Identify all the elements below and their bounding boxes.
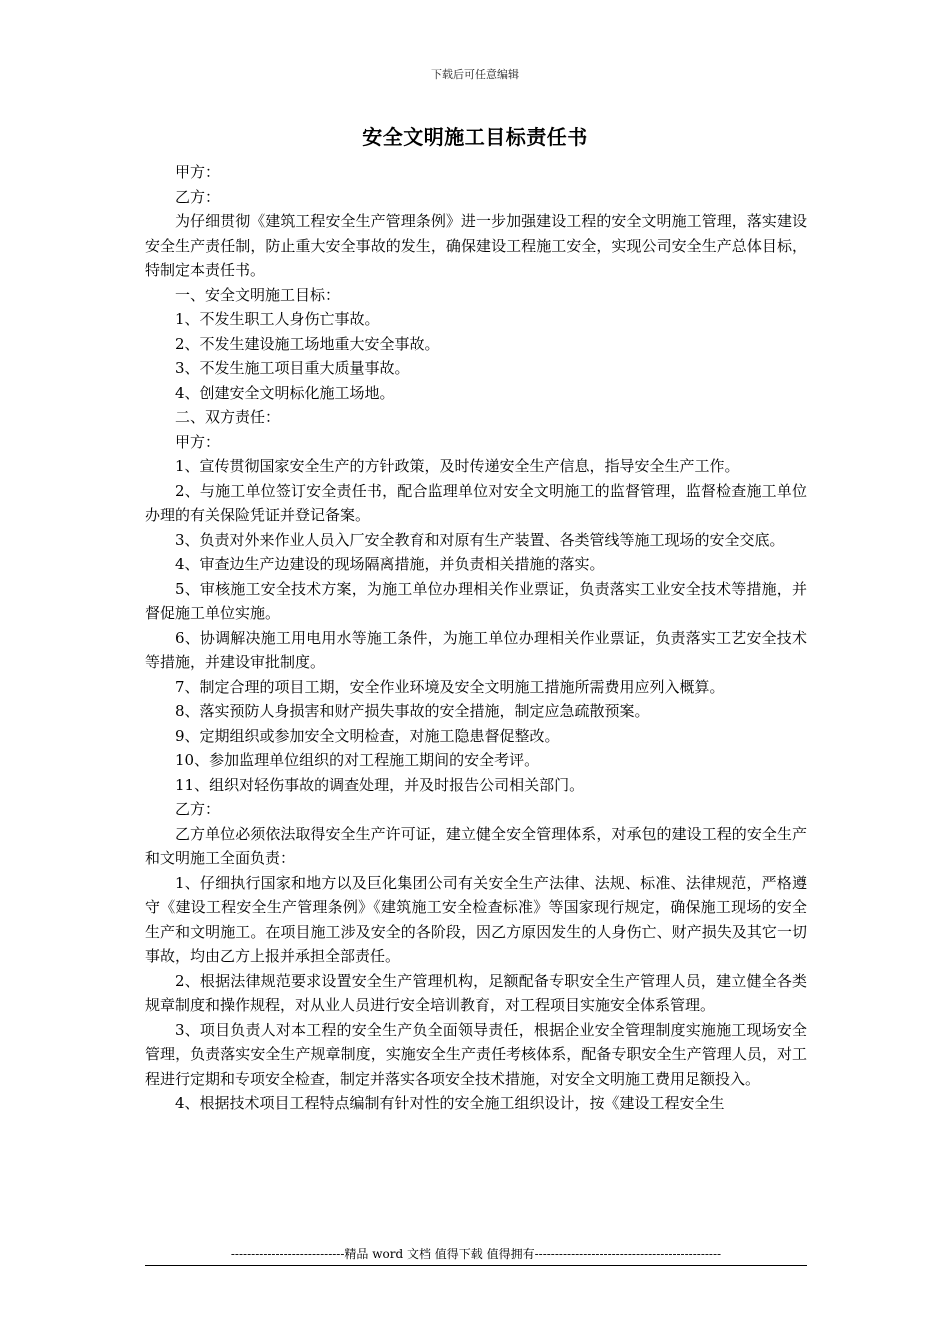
paragraph: 乙方单位必须依法取得安全生产许可证，建立健全安全管理体系，对承包的建设工程的安全生产和文明施工全面负责： [145, 824, 807, 867]
footer-text: ----------------------------精品 word 文档 值得下载 值得拥有---------------------------------------------- [230, 1247, 722, 1261]
paragraph: 1、不发生职工人身伤亡事故。 [175, 310, 380, 328]
paragraph: 6、协调解决施工用电用水等施工条件，为施工单位办理相关作业票证，负责落实工艺安全技术等措施，并建设审批制度。 [145, 628, 807, 671]
paragraph: 3、不发生施工项目重大质量事故。 [175, 359, 410, 377]
paragraph: 11、组织对轻伤事故的调查处理，并及时报告公司相关部门。 [175, 775, 585, 794]
paragraph: 3、项目负责人对本工程的安全生产负全面领导责任，根据企业安全管理制度实施施工现场安全管理，负责落实安全生产规章制度，实施安全生产责任考核体系，配备专职安全生产管理人员，对工程进行定期和专项安全检查，制定并落实各项安全技术措施，对安全文明施工费用足额投入。 [145, 1020, 807, 1088]
paragraph: 7、制定合理的项目工期，安全作业环境及安全文明施工措施所需费用应列入概算。 [175, 677, 725, 696]
paragraph: 为仔细贯彻《建筑工程安全生产管理条例》进一步加强建设工程的安全文明施工管理，落实建设安全生产责任制，防止重大安全事故的发生，确保建设工程施工安全，实现公司安全生产总体目标，特制定本责任书。 [145, 212, 807, 279]
paragraph: 2、不发生建设施工场地重大安全事故。 [175, 334, 440, 353]
paragraph: 3、负责对外来作业人员入厂安全教育和对原有生产装置、各类管线等施工现场的安全交底。 [175, 530, 785, 549]
paragraph: 二、双方责任： [175, 408, 281, 426]
paragraph: 8、落实预防人身损害和财产损失事故的安全措施，制定应急疏散预案。 [175, 702, 650, 720]
paragraph: 乙方： [175, 187, 221, 206]
paragraph: 一、安全文明施工目标： [175, 285, 341, 304]
paragraph: 4、审查边生产边建设的现场隔离措施，并负责相关措施的落实。 [175, 555, 605, 573]
paragraph: 10、参加监理单位组织的对工程施工期间的安全考评。 [175, 751, 540, 769]
paragraph: 甲方： [175, 163, 221, 181]
document-title: 安全文明施工目标责任书 [362, 125, 588, 149]
paragraph: 甲方： [175, 432, 221, 451]
paragraph: 5、审核施工安全技术方案，为施工单位办理相关作业票证，负责落实工业安全技术等措施，并督促施工单位实施。 [145, 579, 807, 622]
paragraph: 乙方： [175, 800, 221, 818]
paragraph: 2、与施工单位签订安全责任书，配合监理单位对安全文明施工的监督管理，监督检查施工单位办理的有关保险凭证并登记备案。 [145, 481, 807, 524]
paragraph: 1、仔细执行国家和地方以及巨化集团公司有关安全生产法律、法规、标准、法律规范，严格遵守《建设工程安全生产管理条例》《建筑施工安全检查标准》等国家现行规定，确保施工现场的安全生产和文明施工。在项目施工涉及安全的各阶段，因乙方原因发生的人身伤亡、财产损失及其它一切事故，均由乙方上报并承担全部责任。 [145, 873, 807, 965]
paragraph: 2、根据法律规范要求设置安全生产管理机构，足额配备专职安全生产管理人员，建立健全各类规章制度和操作规程，对从业人员进行安全培训教育，对工程项目实施安全体系管理。 [145, 971, 807, 1014]
page-footer [145, 1245, 807, 1266]
paragraph: 4、根据技术项目工程特点编制有针对性的安全施工组织设计，按《建设工程安全生 [175, 1094, 725, 1112]
document-body [145, 160, 807, 1116]
paragraph: 9、定期组织或参加安全文明检查，对施工隐患督促整改。 [175, 726, 560, 745]
paragraph: 4、创建安全文明标化施工场地。 [175, 383, 395, 402]
page-header-note: 下载后可任意编辑 [431, 68, 519, 81]
paragraph: 1、宣传贯彻国家安全生产的方针政策，及时传递安全生产信息，指导安全生产工作。 [175, 457, 740, 475]
